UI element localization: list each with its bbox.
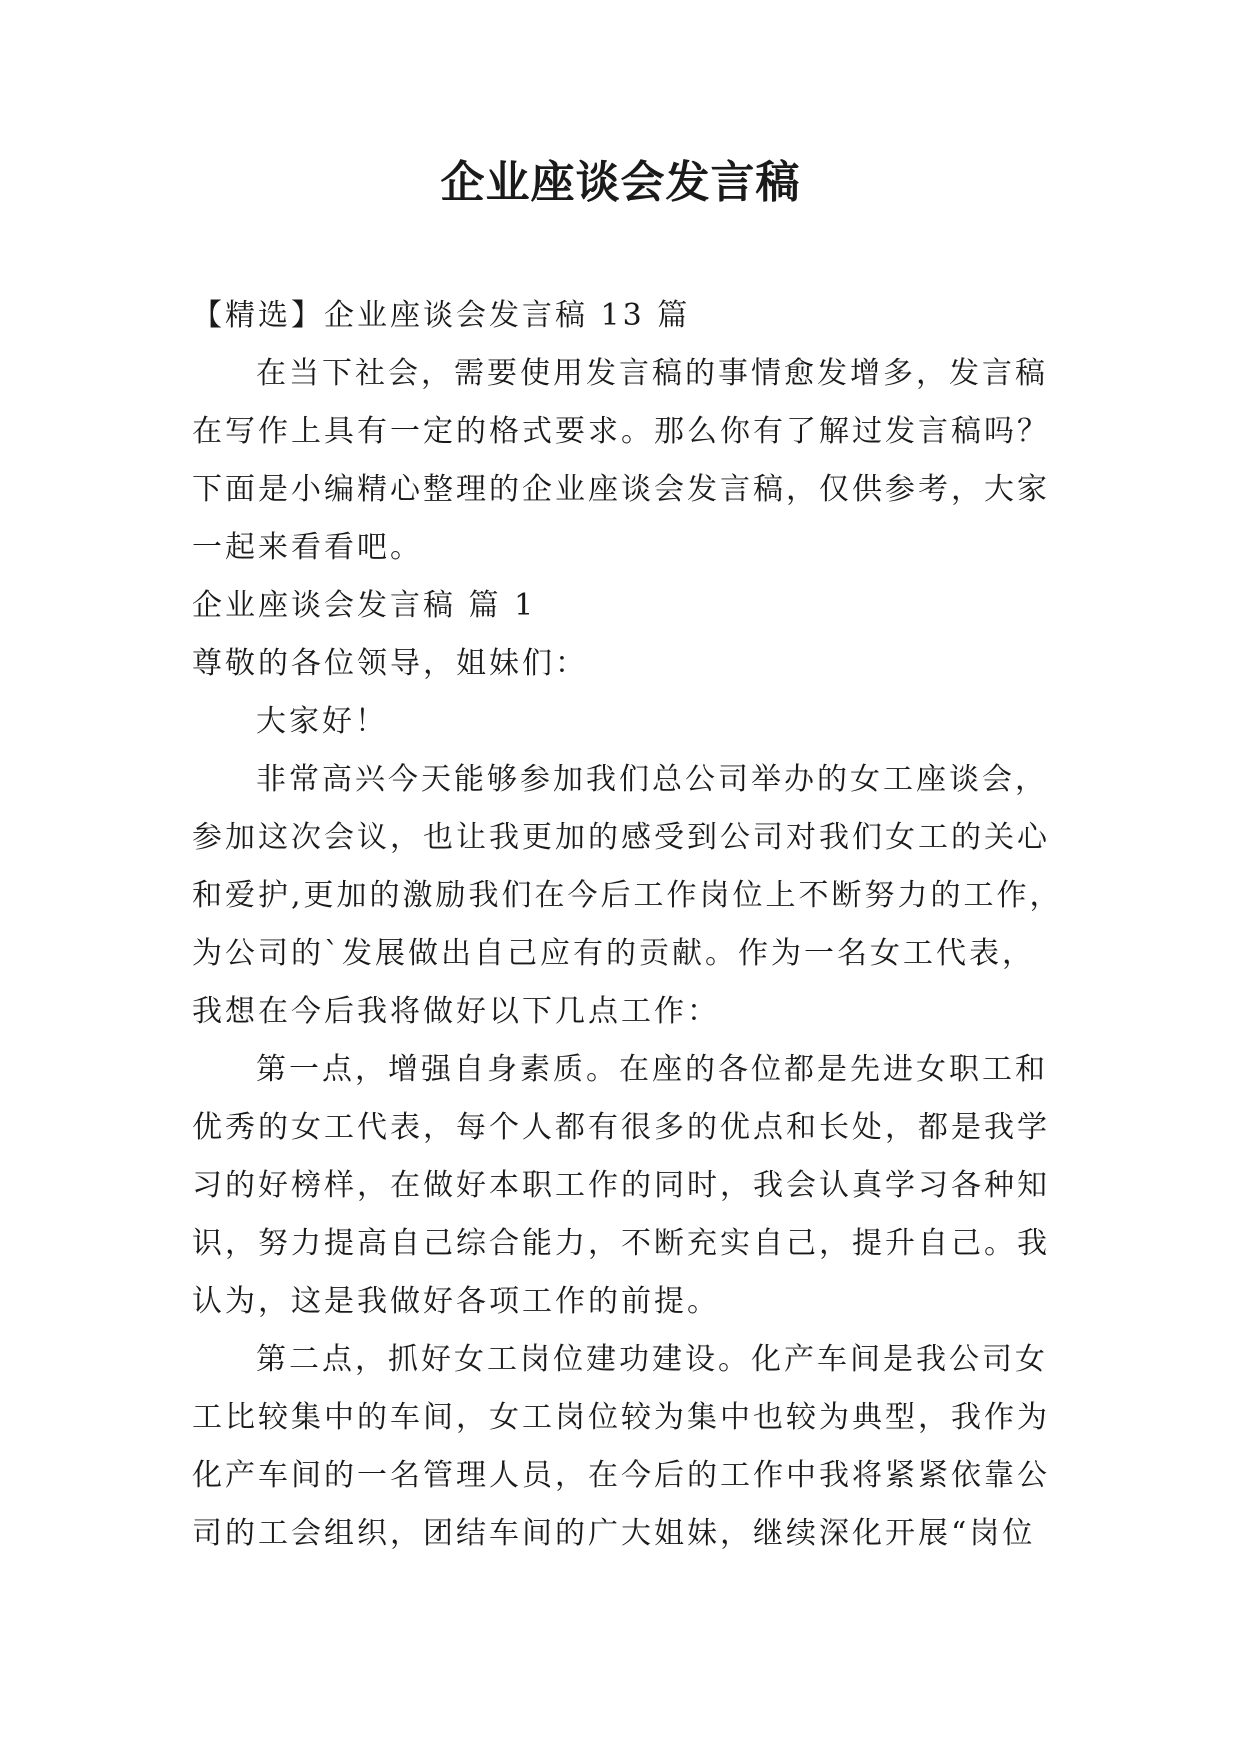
text-line: 识，努力提高自己综合能力，不断充实自己，提升自己。我 bbox=[192, 1226, 1050, 1261]
text-line: 我想在今后我将做好以下几点工作： bbox=[192, 994, 720, 1029]
text-line: 和爱护,更加的激励我们在今后工作岗位上不断努力的工作， bbox=[192, 878, 1063, 913]
text-line: 为公司的`发展做出自己应有的贡献。作为一名女工代表， bbox=[192, 936, 1035, 971]
text-line: 非常高兴今天能够参加我们总公司举办的女工座谈会， bbox=[256, 762, 1048, 797]
text-line: 在当下社会，需要使用发言稿的事情愈发增多，发言稿 bbox=[256, 356, 1048, 391]
text-line: 工比较集中的车间，女工岗位较为集中也较为典型，我作为 bbox=[192, 1400, 1050, 1435]
text-line: 认为，这是我做好各项工作的前提。 bbox=[192, 1284, 720, 1319]
text-line: 【精选】企业座谈会发言稿 13 篇 bbox=[192, 298, 691, 333]
text-line: 下面是小编精心整理的企业座谈会发言稿，仅供参考，大家 bbox=[192, 472, 1050, 507]
text-line: 第二点，抓好女工岗位建功建设。化产车间是我公司女 bbox=[256, 1342, 1048, 1377]
text-line: 第一点，增强自身素质。在座的各位都是先进女职工和 bbox=[256, 1052, 1048, 1087]
text-line: 在写作上具有一定的格式要求。那么你有了解过发言稿吗？ bbox=[192, 414, 1050, 449]
text-line: 司的工会组织，团结车间的广大姐妹，继续深化开展“岗位 bbox=[192, 1516, 1036, 1551]
text-line: 企业座谈会发言稿 篇 1 bbox=[192, 588, 537, 623]
text-line: 习的好榜样，在做好本职工作的同时，我会认真学习各种知 bbox=[192, 1168, 1050, 1203]
text-line: 化产车间的一名管理人员，在今后的工作中我将紧紧依靠公 bbox=[192, 1458, 1050, 1493]
text-line: 大家好！ bbox=[256, 704, 388, 739]
text-line: 参加这次会议，也让我更加的感受到公司对我们女工的关心 bbox=[192, 820, 1050, 855]
text-line: 优秀的女工代表，每个人都有很多的优点和长处，都是我学 bbox=[192, 1110, 1050, 1145]
document-body bbox=[192, 287, 1063, 1563]
document-title: 企业座谈会发言稿 bbox=[440, 157, 801, 208]
text-line: 尊敬的各位领导，姐妹们： bbox=[192, 646, 588, 681]
text-line: 一起来看看吧。 bbox=[192, 530, 423, 565]
